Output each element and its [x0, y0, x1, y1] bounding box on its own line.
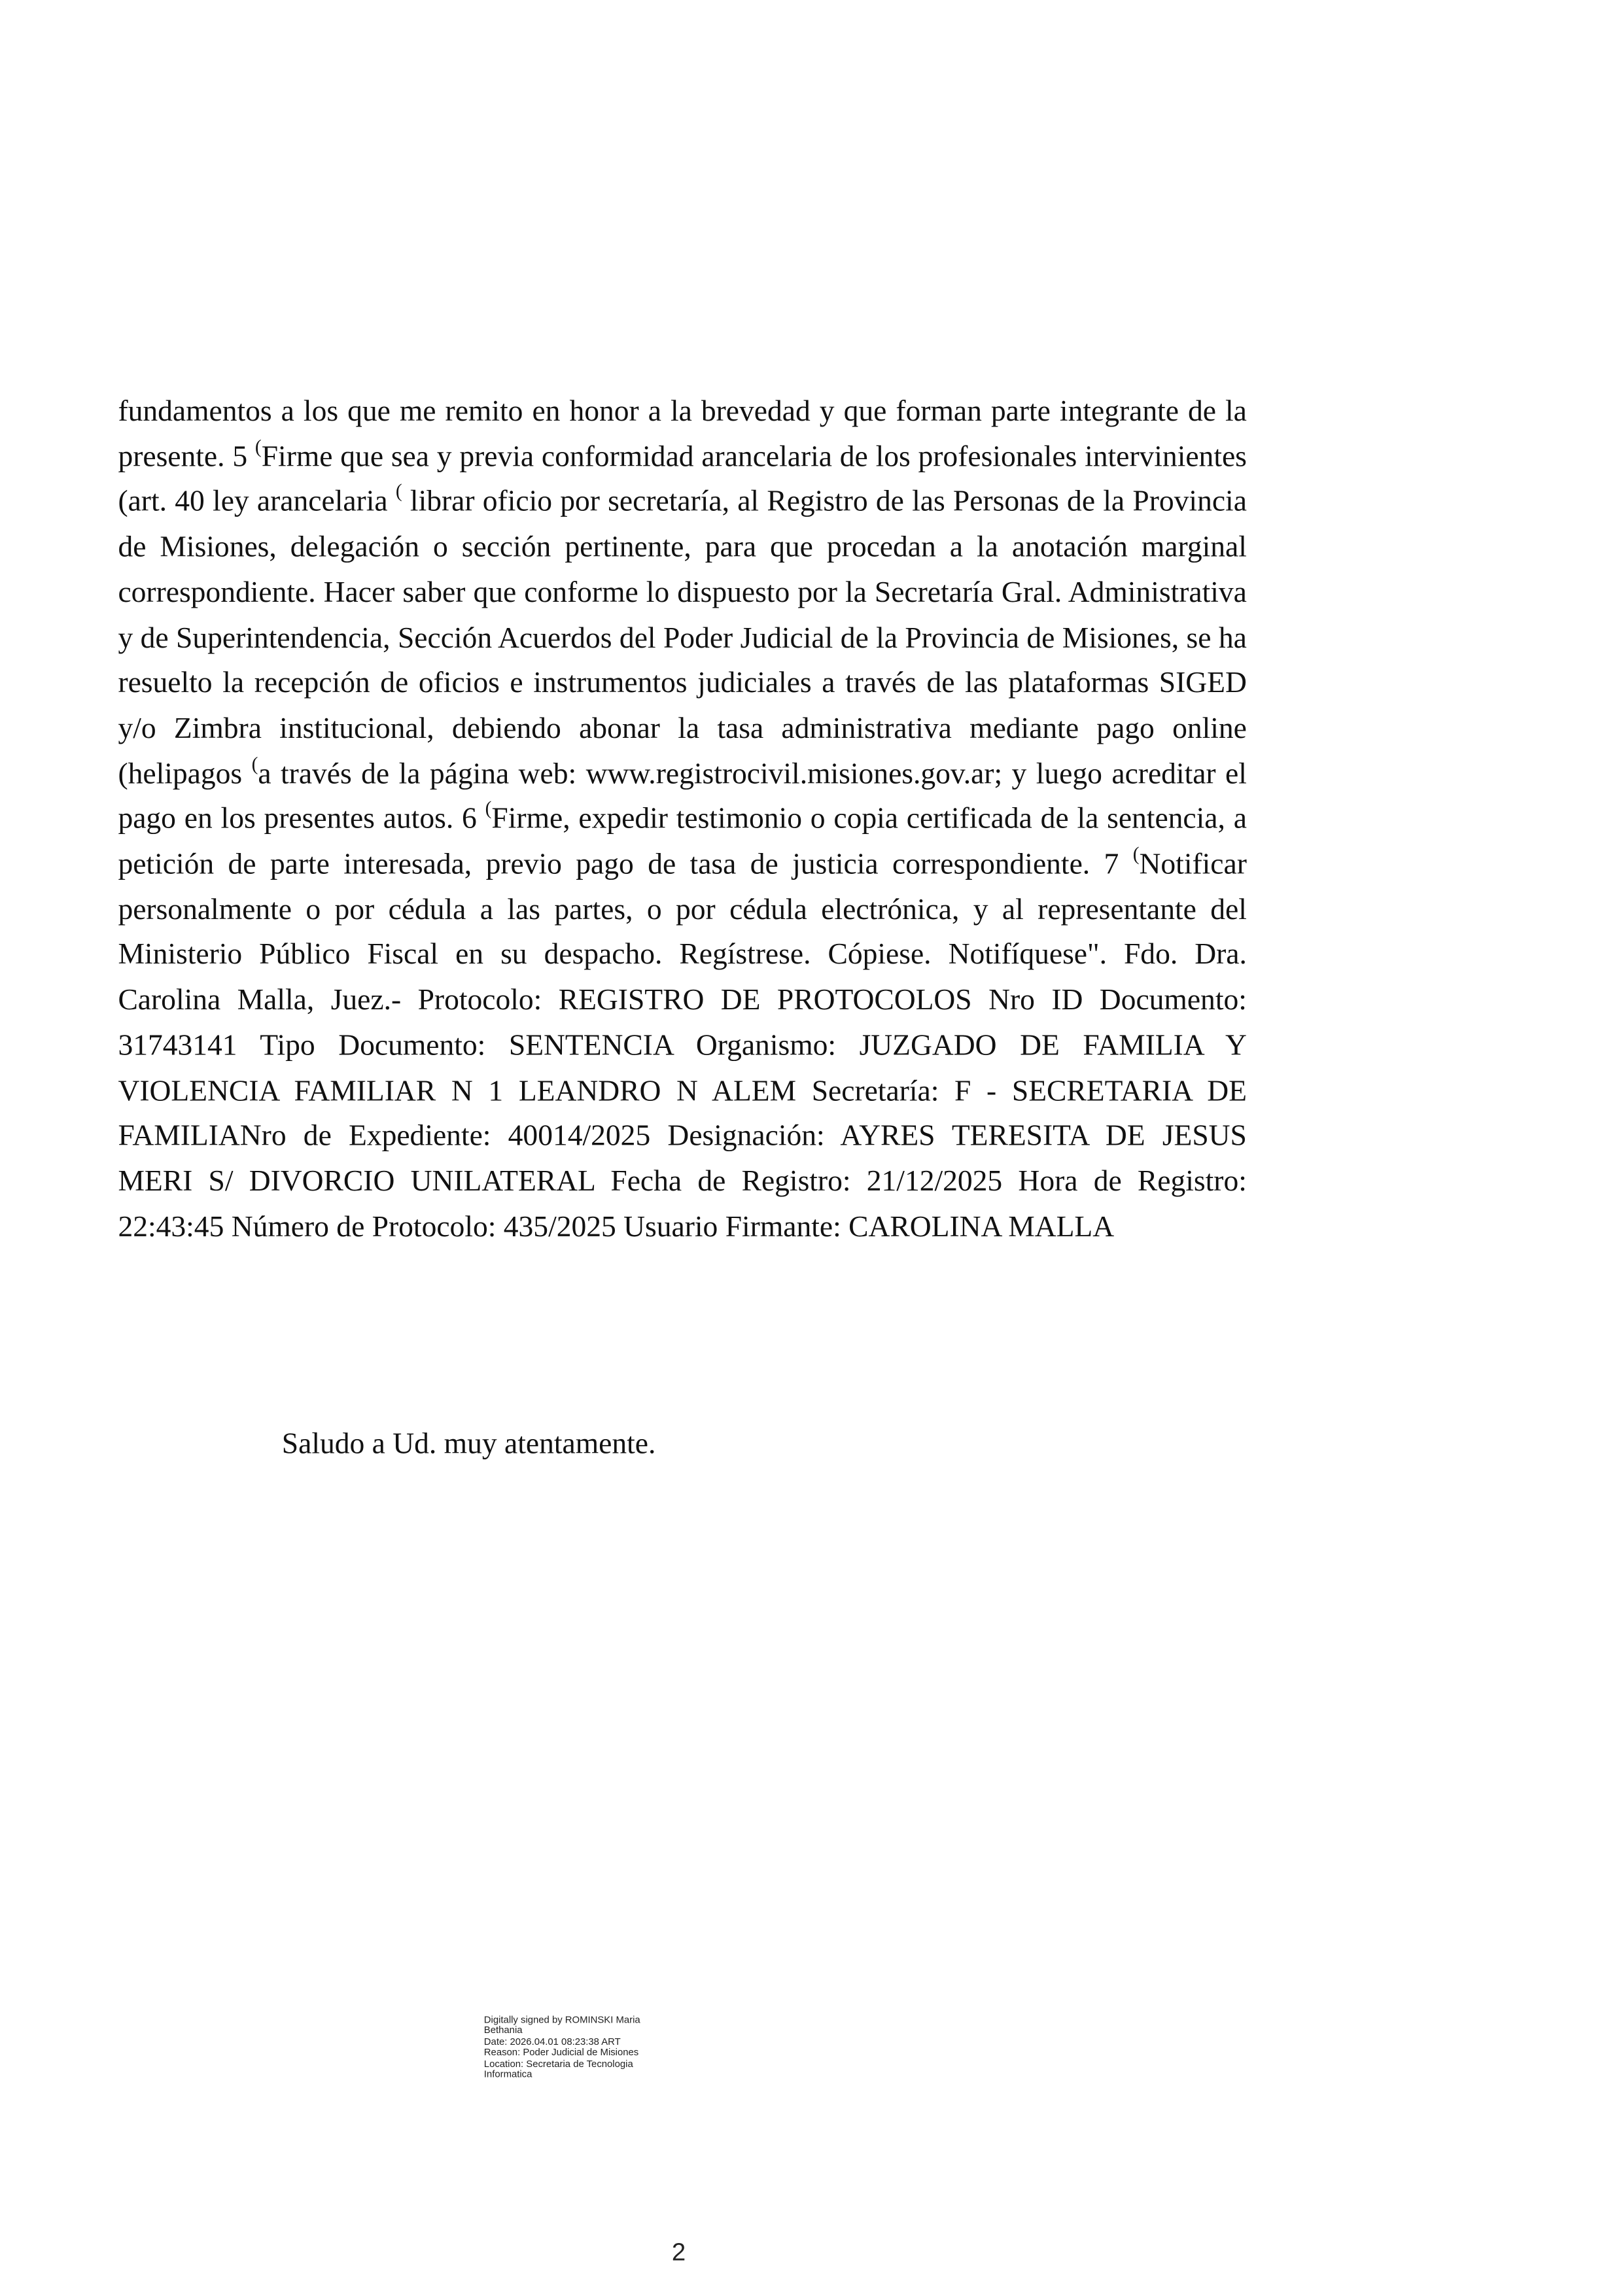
- superscript-paren: (: [1132, 842, 1140, 865]
- paragraph-text: Notificar personalmente o por cédula a las partes, o por cédula electrónica, y al representante del Ministerio Público Fiscal en su despacho. Regístrese. Cópiese. Notifíquese". Fdo. Dra. Carolina Malla, Juez.- Protocolo: REGISTRO DE PROTOCOLOS Nro ID Documento: 31743141 Tipo Documento: SENTENCIA Organismo: JUZGADO DE FAMILIA Y VIOLENCIA FAMILIAR N 1 LEANDRO N ALEM Secretaría: F - SECRETARIA DE FAMILIANro de Expediente: 40014/2025 Designación: AYRES TERESITA DE JESUS MERI S/ DIVORCIO UNILATERAL Fecha de Registro: 21/12/2025 Hora de Registro: 22:43:45 Número de Protocolo: 435/2025 Usuario Firmante: CAROLINA MALLA: [118, 848, 1247, 1244]
- signature-line: Date: 2026.04.01 08:23:38 ART: [483, 2037, 621, 2048]
- page-number: 2: [671, 2238, 686, 2267]
- signature-line: Informatica: [483, 2070, 532, 2081]
- signature-line: Bethania: [483, 2026, 523, 2037]
- paragraph-text: a través de la página web: www.registrocivil.misiones.gov.ar; y luego acreditar el pago en los presentes autos. 6: [118, 757, 1247, 836]
- digital-signature-block: [484, 2015, 705, 2081]
- body-paragraph: [118, 389, 1246, 1250]
- signature-line: Reason: Poder Judicial de Misiones: [483, 2048, 639, 2059]
- superscript-paren: (: [485, 797, 492, 820]
- superscript-paren: (: [251, 752, 258, 774]
- paragraph-text: librar oficio por secretaría, al Registro de las Personas de la Provincia de Misiones, delegación o sección pertinente, para que procedan a la anotación marginal correspondiente. Hacer saber que conforme lo dispuesto por la Secretaría Gral. Administrativa y de Superintendencia, Sección Acuerdos del Poder Judicial de la Provincia de Misiones, se ha resuelto la recepción de oficios e instrumentos judiciales a través de las plataformas SIGED y/o Zimbra institucional, debiendo abonar la tasa administrativa mediante pago online (helipagos: [118, 485, 1247, 791]
- signature-line: Location: Secretaria de Tecnologia: [483, 2059, 633, 2070]
- closing-salutation: Saludo a Ud. muy atentamente.: [281, 1428, 656, 1461]
- paragraph-text: Firme, expedir testimonio o copia certificada de la sentencia, a petición de parte interesada, previo pago de tasa de justicia correspondiente. 7: [118, 803, 1247, 881]
- paragraph-text: Firme que sea y previa conformidad arancelaria de los profesionales intervinientes (art. 40 ley arancelaria: [118, 440, 1247, 519]
- superscript-paren: (: [254, 434, 262, 457]
- paragraph-text: fundamentos a los que me remito en honor a la brevedad y que forman parte integrante de la presente. 5: [118, 395, 1247, 474]
- signature-line: Digitally signed by ROMINSKI Maria: [483, 2015, 640, 2026]
- superscript-paren: (: [395, 479, 402, 502]
